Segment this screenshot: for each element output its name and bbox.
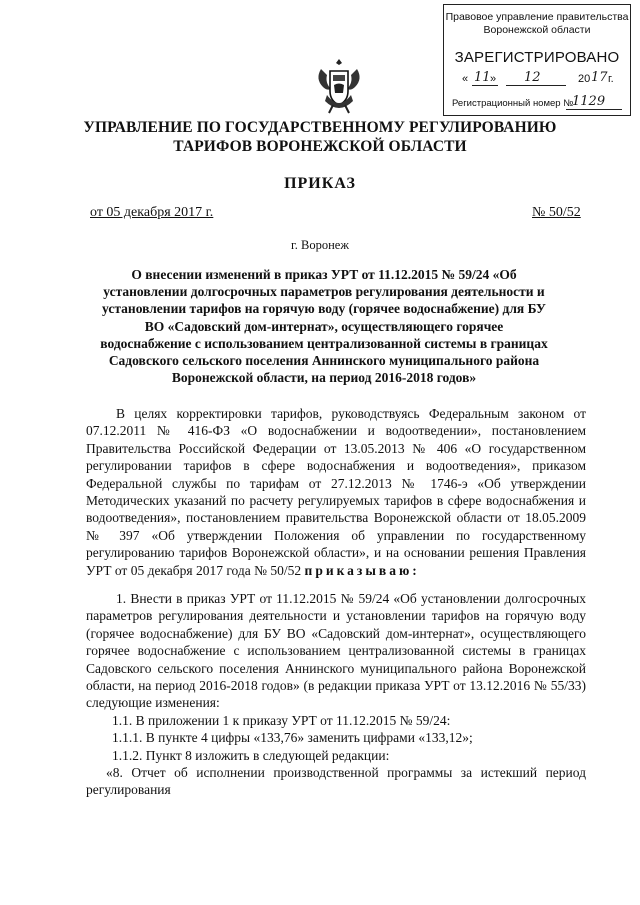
item-1-1: 1.1. В приложении 1 к приказу УРТ от 11.12.2015 № 59/24: [112,712,451,728]
order-title: О внесении изменений в приказ УРТ от 11.12.2015 № 59/24 «Об установлении долгосрочных параметров регулирования деятельности и установлении тарифов на горячую воду (горячее водоснабжение) для БУ ВО «Садовский дом-интернат», осуществляющего горячее водоснабжение с использованием централизованной системы в границах Садовского сельского поселения Аннинского муниципального района Воронежской области, на период 2016-2018 годов» [100,267,548,386]
item-1-1-2: 1.1.2. Пункт 8 изложить в следующей редакции: [112,747,390,763]
preamble-text: В целях корректировки тарифов, руководствуясь Федеральным законом от 07.12.2011 № 416-ФЗ «О водоснабжении и водоотведении», постановлением Правительства Российской Федерации от 13.05.2013 № 406 «О государственном регулировании тарифов в сфере водоснабжения и водоотведения», приказом Федеральной службы по тарифам от 27.12.2013 № 1746-э «Об утверждении Методических указаний по расчету регулируемых тарифов в сфере водоснабжения и водоотведения», постановлением правительства Воронежской области от 18.05.2009 № 397 «Об утверждении Положения об управлении по государственному регулированию тарифов Воронежской области», и на основании решения Правления УРТ от 05 декабря 2017 года № 50/52 [86,406,586,578]
stamp-reg-number: 1129 [572,94,606,109]
stamp-reg-number-row [444,96,630,112]
stamp-org-line1: Правовое управление правительства [445,11,629,23]
stamp-reg-label: Регистрационный номер № [452,98,574,109]
item-8: «8. Отчет об исполнении производственной программы за истекший период регулирования [86,765,586,798]
stamp-year-prefix: 20 [578,73,591,85]
organization-name: УПРАВЛЕНИЕ ПО ГОСУДАРСТВЕННОМУ РЕГУЛИРОВАНИЮ ТАРИФОВ ВОРОНЕЖСКОЙ ОБЛАСТИ [83,119,557,155]
stamp-org-line2: Воронежской области [483,24,591,36]
stamp-day: 11 [474,70,491,85]
stamp-year: 17 [591,70,608,85]
order-items [86,590,586,799]
stamp-registered: ЗАРЕГИСТРИРОВАНО [454,49,620,66]
city: г. Воронеж [291,238,349,252]
document-type: ПРИКАЗ [284,175,356,192]
item-1: 1. Внести в приказ УРТ от 11.12.2015 № 59/24 «Об установлении долгосрочных параметров регулирования деятельности и установлении тарифов на горячую воду (горячее водоснабжение) для БУ ВО «Садовский дом-интернат», осуществляющего горячее водоснабжение с использованием централизованной системы в границах Садовского сельского поселения Аннинского муниципального района Воронежской области, на период 2016-2018 годов» (в редакции приказа УРТ от 13.12.2016 № 55/33) следующие изменения: [86,591,586,711]
preamble [86,405,586,579]
order-number: № 50/52 [532,205,581,220]
registration-stamp [443,4,631,116]
order-word: приказываю: [304,562,420,578]
stamp-date: « 11 » 12 20 17 г. [462,70,614,85]
order-date: от 05 декабря 2017 г. [90,205,214,220]
stamp-year-suffix: г. [608,73,614,85]
stamp-month: 12 [524,70,541,85]
item-1-1-1: 1.1.1. В пункте 4 цифры «133,76» заменить цифрами «133,12»; [112,730,473,746]
coat-of-arms-icon [315,55,363,115]
